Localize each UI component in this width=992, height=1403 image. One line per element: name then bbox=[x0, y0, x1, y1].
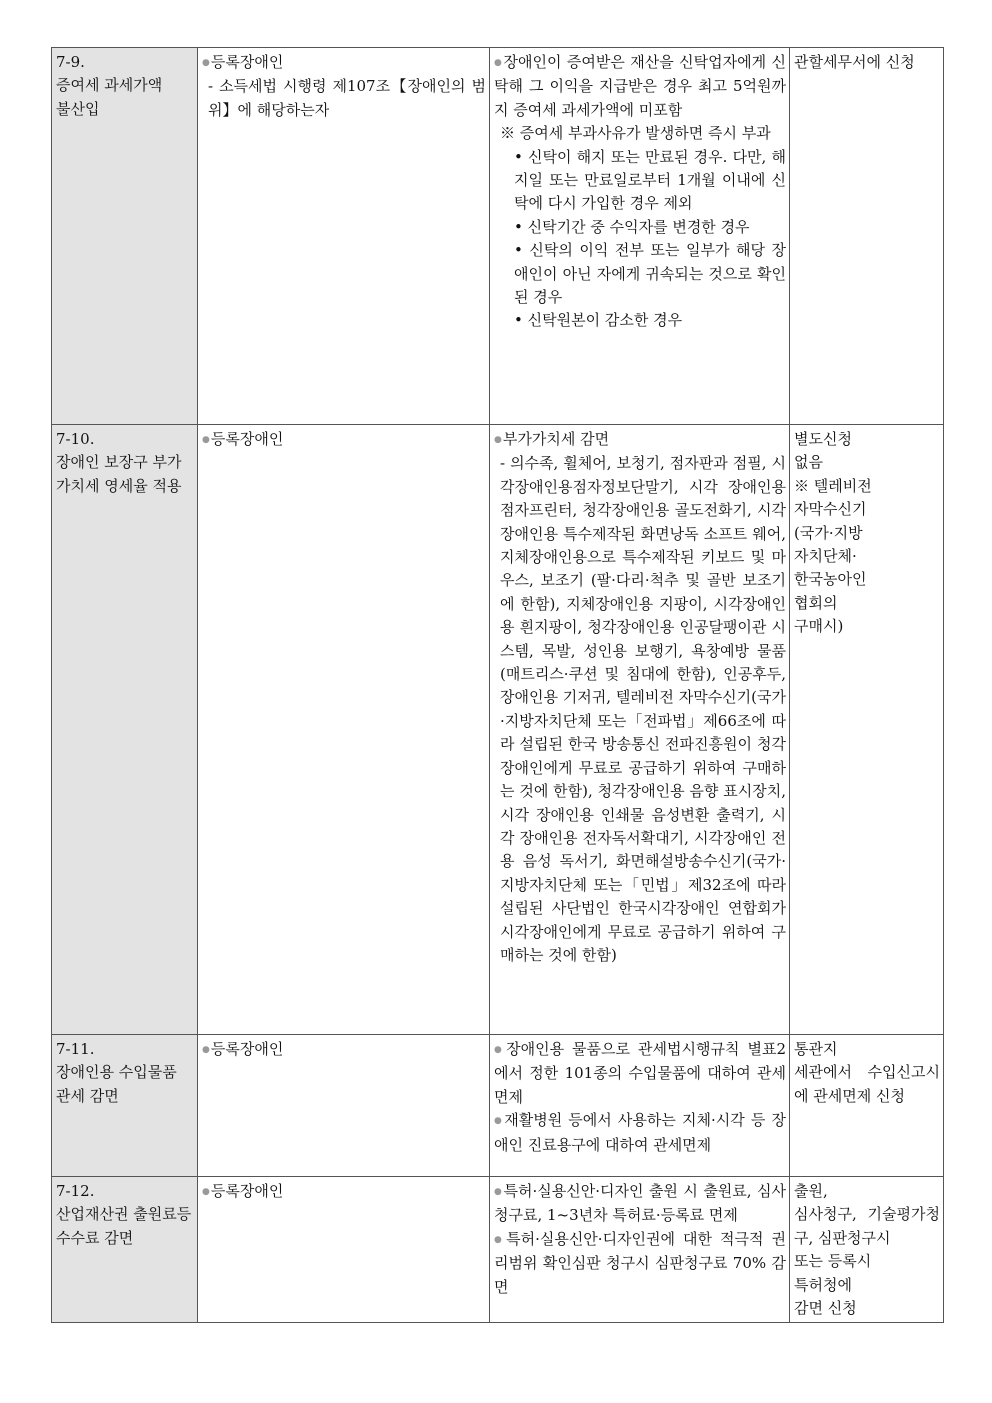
line-text: 특허·실용신안·디자인권에 대한 적극적 권리범위 확인심판 청구시 심판청구료 70% 감면 bbox=[494, 1229, 786, 1296]
eligibility-cell bbox=[198, 48, 490, 425]
text-line: 출원, bbox=[794, 1182, 828, 1200]
text-line bbox=[494, 216, 786, 239]
text-line: 한국농아인 bbox=[794, 570, 867, 589]
text-line: (국가·지방 bbox=[794, 523, 863, 542]
text-line: 구매시) bbox=[794, 617, 844, 636]
text-line bbox=[494, 146, 786, 216]
text-line bbox=[202, 1180, 486, 1204]
bullet-icon: ● bbox=[202, 58, 210, 68]
text-line bbox=[494, 239, 786, 309]
bullet-icon: ● bbox=[494, 1116, 504, 1127]
line-text: 장애인용 물품으로 관세법시행규칙 별표2에서 정한 101종의 수입물품에 대하여 관세 면제 bbox=[494, 1040, 786, 1106]
application-method-cell bbox=[790, 48, 944, 425]
line-text: 부가가치세 감면 bbox=[502, 430, 610, 448]
bullet-icon: ● bbox=[202, 435, 210, 445]
text-line: 산업재산권 출원료등 수수료 감면 bbox=[56, 1205, 192, 1247]
benefit-content-cell bbox=[490, 1177, 790, 1323]
text-line: 별도신청 bbox=[794, 430, 852, 448]
line-text: 특허·실용신안·디자인 출원 시 출원료, 심사청구료, 1~3년차 특허료·등록료 면제 bbox=[494, 1182, 786, 1225]
application-method-cell bbox=[790, 1177, 944, 1323]
text-line: 7-11. bbox=[56, 1040, 95, 1058]
text-line: 관할세무서에 신청 bbox=[794, 53, 915, 71]
text-line: 또는 등록시 bbox=[794, 1252, 872, 1271]
line-text: ※ 증여세 부과사유가 발생하면 즉시 부과 bbox=[500, 124, 771, 143]
text-line: 7-10. bbox=[56, 430, 95, 448]
bullet-icon: ● bbox=[494, 1234, 506, 1245]
text-line: 세관에서 수입신고시에 관세면제 신청 bbox=[794, 1063, 940, 1105]
eligibility-cell bbox=[198, 425, 490, 1035]
text-line: 심사청구, 기술평가청구, 심판청구시 bbox=[794, 1205, 940, 1247]
text-line: 증여세 과세가액 bbox=[56, 76, 163, 95]
application-method-cell bbox=[790, 1035, 944, 1177]
text-line: 협회의 bbox=[794, 593, 838, 612]
text-line: 자막수신기 bbox=[794, 500, 867, 519]
bullet-icon: ● bbox=[494, 58, 503, 68]
bullet-icon: ● bbox=[202, 1187, 210, 1197]
text-line bbox=[202, 51, 486, 75]
text-line bbox=[202, 1038, 486, 1062]
benefit-title-cell bbox=[52, 425, 198, 1035]
text-line: 통관지 bbox=[794, 1040, 838, 1058]
text-line: 7-9. bbox=[56, 53, 85, 71]
benefits-table-body bbox=[52, 48, 944, 1323]
table-row bbox=[52, 1035, 944, 1177]
text-line bbox=[494, 1180, 786, 1228]
text-line: 특허청에 bbox=[794, 1275, 852, 1294]
table-row bbox=[52, 425, 944, 1035]
bullet-icon: ● bbox=[494, 1045, 506, 1055]
line-text: - 의수족, 휠체어, 보청기, 점자판과 점필, 시각장애인용점자정보단말기, 시각 장애인용 점자프린터, 청각장애인용 골도전화기, 시각장애인용 특수제작된 화면낭독 소프트 웨어, 지체장애인용으로 특수제작된 키보드 및 마우스, 보조기 (팔·다리·척추 및 골반 보조기에 한함), 지체장애인용 지팡이, 시각장애인용 흰지팡이, 청각장애인용 인공달팽이관 시스템, 목발, 성인용 보행기, 욕창예방 물품(매트리스·쿠션 및 침대에 한함), 인공후두, 장애인용 기저귀, 텔레비전 자막수신기(국가·지방자치단체 또는「전파법」제66조에 따라 설립된 한국 방송통신 전파진흥원이 청각장애인에게 무료로 공급하기 위하여 구매하는 것에 한함), 청각장애인용 음향 표시장치, 시각 장애인용 인쇄물 음성변환 출력기, 시각 장애인용 전자독서확대기, 시각장애인 전용 음성 독서기, 화면해설방송수신기(국가·지방자치단체 또는「민법」제32조에 따라 설립된 사단법인 한국시각장애인 연합회가 시각장애인에게 무료로 공급하기 위하여 구매하는 것에 한함) bbox=[500, 454, 786, 964]
eligibility-cell bbox=[198, 1177, 490, 1323]
bullet-icon: ● bbox=[202, 1045, 210, 1055]
line-text: • 신탁원본이 감소한 경우 bbox=[514, 311, 683, 330]
bullet-icon: ● bbox=[494, 1187, 503, 1197]
text-line bbox=[494, 452, 786, 967]
benefit-title-cell bbox=[52, 48, 198, 425]
line-text: 등록장애인 bbox=[210, 1182, 284, 1200]
line-text: - 소득세법 시행령 제107조【장애인의 범위】에 해당하는자 bbox=[208, 77, 486, 119]
text-line: 감면 신청 bbox=[794, 1299, 857, 1318]
line-text: 등록장애인 bbox=[210, 1040, 284, 1058]
line-text: 등록장애인 bbox=[210, 53, 284, 71]
benefit-title-cell bbox=[52, 1177, 198, 1323]
text-line bbox=[202, 75, 486, 122]
line-text: 등록장애인 bbox=[210, 430, 284, 448]
benefit-content-cell bbox=[490, 1035, 790, 1177]
line-text: • 신탁기간 중 수익자를 변경한 경우 bbox=[514, 217, 750, 236]
text-line: 장애인 보장구 부가 가치세 영세율 적용 bbox=[56, 453, 182, 495]
bullet-icon: ● bbox=[494, 435, 502, 445]
text-line: ※ 텔레비전 bbox=[794, 476, 872, 495]
benefit-content-cell bbox=[490, 48, 790, 425]
text-line bbox=[494, 428, 786, 452]
table-row bbox=[52, 48, 944, 425]
line-text: 재활병원 등에서 사용하는 지체·시각 등 장애인 진료용구에 대하여 관세면제 bbox=[494, 1111, 786, 1154]
table-row bbox=[52, 1177, 944, 1323]
eligibility-cell bbox=[198, 1035, 490, 1177]
text-line bbox=[494, 1228, 786, 1299]
application-method-cell bbox=[790, 425, 944, 1035]
text-line: 7-12. bbox=[56, 1182, 95, 1200]
text-line: 불산입 bbox=[56, 99, 100, 118]
text-line bbox=[494, 122, 786, 145]
benefit-content-cell bbox=[490, 425, 790, 1035]
text-line bbox=[494, 309, 786, 332]
line-text: • 신탁의 이익 전부 또는 일부가 해당 장애인이 아닌 자에게 귀속되는 것으로 확인된 경우 bbox=[514, 241, 786, 307]
text-line bbox=[202, 428, 486, 452]
line-text: 장애인이 증여받은 재산을 신탁업자에게 신탁해 그 이익을 지급받은 경우 최고 5억원까지 증여세 과세가액에 미포함 bbox=[494, 53, 786, 119]
text-line: 장애인용 수입물품 관세 감면 bbox=[56, 1063, 177, 1105]
text-line bbox=[494, 51, 786, 122]
benefit-title-cell bbox=[52, 1035, 198, 1177]
line-text: • 신탁이 해지 또는 만료된 경우. 다만, 해지일 또는 만료일로부터 1개월 이내에 신탁에 다시 가입한 경우 제외 bbox=[514, 147, 786, 213]
text-line: 자치단체· bbox=[794, 547, 857, 566]
text-line bbox=[494, 1109, 786, 1157]
text-line bbox=[494, 1038, 786, 1109]
benefits-table bbox=[51, 47, 944, 1323]
text-line: 없음 bbox=[794, 453, 823, 472]
